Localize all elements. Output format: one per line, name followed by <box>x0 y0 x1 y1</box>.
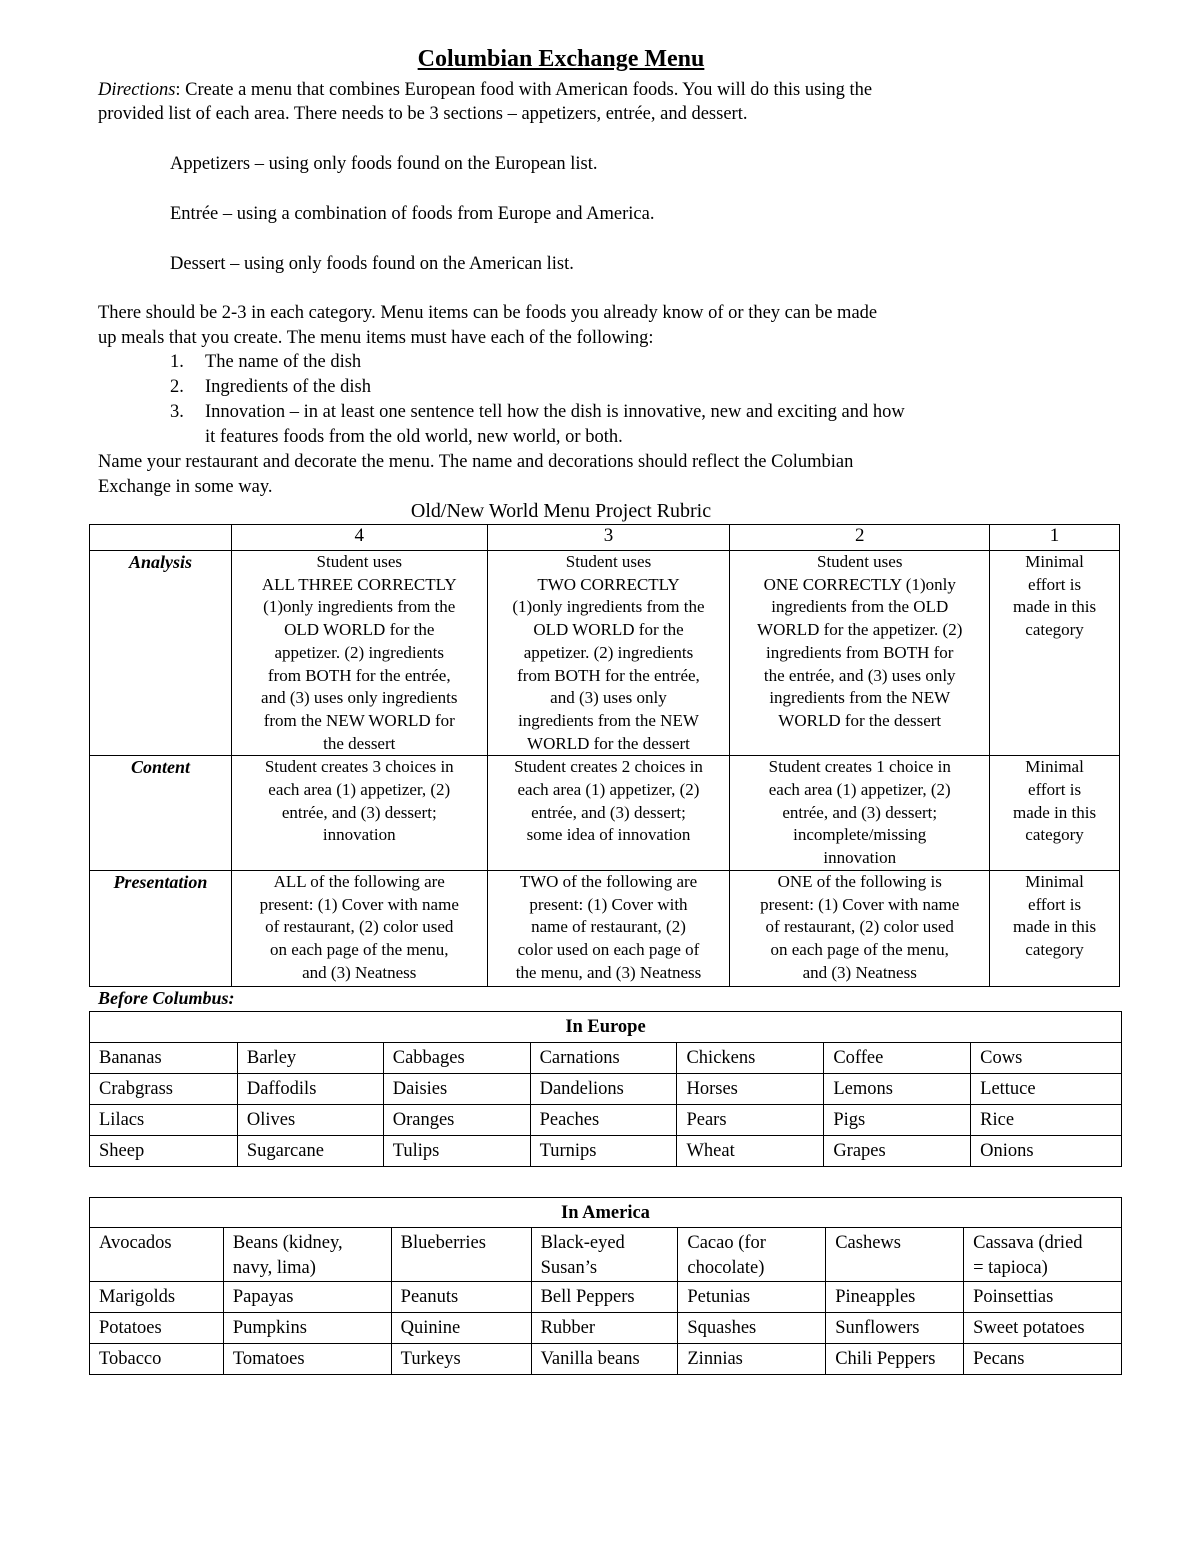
cell-line: Student creates 1 choice in <box>768 757 951 777</box>
table-cell: Papayas <box>223 1282 391 1313</box>
cell-line: entrée, and (3) dessert; <box>281 802 437 822</box>
table-cell: Peaches <box>530 1105 677 1136</box>
page-title: Columbian Exchange Menu <box>417 46 705 72</box>
rubric-cell <box>487 551 730 756</box>
cell-line: TWO of the following are <box>519 871 698 891</box>
cell-line: OLD WORLD for the <box>533 620 684 640</box>
directions-label: Directions <box>98 80 176 100</box>
cell-line: innovation <box>823 848 897 868</box>
table-cell: Rubber <box>531 1313 678 1344</box>
cell-line: ONE of the following is <box>777 871 942 891</box>
section-appetizers: Appetizers – using only foods found on the European list. <box>170 154 598 174</box>
cell-line: on each page of the menu, <box>270 939 449 959</box>
table-cell: Tulips <box>383 1136 530 1167</box>
requirements-line-1: There should be 2-3 in each category. Menu items can be foods you already know of or they can be made <box>98 303 878 323</box>
table-cell <box>531 1228 678 1282</box>
rubric-row-analysis <box>90 551 1120 756</box>
table-row <box>90 1344 1122 1375</box>
cell-line: some idea of innovation <box>526 825 691 845</box>
list-item: Ingredients of the dish <box>205 377 371 397</box>
table-cell <box>678 1228 826 1282</box>
cell-line: ONE CORRECTLY (1)only <box>763 574 956 594</box>
cell-line: Minimal <box>1025 757 1084 777</box>
cell-line: Black-eyed <box>540 1233 625 1253</box>
rubric-cell <box>990 551 1120 756</box>
cell-line: of restaurant, (2) color used <box>765 917 954 937</box>
cell-line: Cashews <box>835 1233 901 1253</box>
table-cell: Crabgrass <box>90 1074 238 1105</box>
table-cell: Coffee <box>824 1043 971 1074</box>
cell-line: Student uses <box>816 552 903 571</box>
list-item: The name of the dish <box>205 352 362 372</box>
cell-line: Student uses <box>565 552 652 571</box>
cell-line: Student creates 2 choices in <box>514 757 703 777</box>
cell-line: category <box>1025 825 1084 845</box>
list-number: 3. <box>170 402 184 422</box>
cell-line: and (3) Neatness <box>802 962 917 982</box>
rubric-row-presentation <box>90 870 1120 986</box>
cell-line: and (3) uses only <box>550 688 667 708</box>
table-cell: Lilacs <box>90 1105 238 1136</box>
score-header: 2 <box>730 525 990 551</box>
cell-line: innovation <box>322 825 396 845</box>
table-cell: Cows <box>971 1043 1122 1074</box>
cell-line: entrée, and (3) dessert; <box>531 802 686 822</box>
closing-line-2: Exchange in some way. <box>98 477 273 497</box>
cell-line: Cacao (for <box>687 1233 766 1253</box>
cell-line: ingredients from the NEW <box>769 688 951 708</box>
rubric-cell <box>231 756 487 871</box>
cell-line: effort is <box>1028 780 1082 800</box>
cell-line: name of restaurant, (2) <box>531 917 686 937</box>
table-row <box>90 1105 1122 1136</box>
cell-line: OLD WORLD for the <box>284 620 435 640</box>
table-cell: Quinine <box>391 1313 531 1344</box>
table-cell: Pears <box>677 1105 824 1136</box>
cell-line: appetizer. (2) ingredients <box>274 642 444 662</box>
table-cell: Rice <box>971 1105 1122 1136</box>
cell-line: ingredients from the OLD <box>771 597 949 617</box>
table-cell <box>826 1228 964 1282</box>
table-cell: Bell Peppers <box>531 1282 678 1313</box>
table-cell: Daffodils <box>237 1074 383 1105</box>
score-header: 4 <box>231 525 487 551</box>
table-row <box>90 1043 1122 1074</box>
cell-line: Beans (kidney, <box>232 1233 343 1253</box>
table-cell: Pigs <box>824 1105 971 1136</box>
cell-line: category <box>1025 620 1084 640</box>
cell-line: (1)only ingredients from the <box>263 597 456 617</box>
cell-line: (1)only ingredients from the <box>512 597 705 617</box>
table-cell: Chili Peppers <box>826 1344 964 1375</box>
section-dessert: Dessert – using only foods found on the American list. <box>170 254 574 274</box>
table-cell: Carnations <box>530 1043 677 1074</box>
cell-line: from BOTH for the entrée, <box>517 665 700 685</box>
table-cell: Horses <box>677 1074 824 1105</box>
closing-line-1: Name your restaurant and decorate the menu. The name and decorations should reflect the Columbian <box>98 452 854 472</box>
rubric-header-row <box>90 525 1120 551</box>
cell-line: made in this <box>1013 597 1097 617</box>
cell-line: of restaurant, (2) color used <box>265 917 454 937</box>
cell-line: TWO CORRECTLY <box>537 574 680 594</box>
cell-line: navy, lima) <box>232 1258 316 1278</box>
cell-line: Minimal <box>1025 871 1084 891</box>
table-cell: Oranges <box>383 1105 530 1136</box>
cell-line: present: (1) Cover with <box>529 894 688 914</box>
cell-line: ingredients from the NEW <box>518 710 699 730</box>
europe-heading-row <box>90 1012 1122 1043</box>
table-cell: Bananas <box>90 1043 238 1074</box>
cell-line: made in this <box>1013 802 1097 822</box>
cell-line: and (3) Neatness <box>302 962 417 982</box>
table-cell: Sugarcane <box>237 1136 383 1167</box>
score-header: 3 <box>487 525 730 551</box>
cell-line: WORLD for the dessert <box>527 733 690 753</box>
table-cell: Dandelions <box>530 1074 677 1105</box>
table-cell: Grapes <box>824 1136 971 1167</box>
cell-line: from the NEW WORLD for <box>263 710 455 730</box>
cell-line: chocolate) <box>687 1258 765 1278</box>
table-cell <box>223 1228 391 1282</box>
rubric-row-label: Presentation <box>90 870 232 986</box>
rubric-cell <box>730 756 990 871</box>
list-number: 1. <box>170 352 184 372</box>
table-cell: Pineapples <box>826 1282 964 1313</box>
table-cell <box>964 1228 1122 1282</box>
cell-line: the dessert <box>323 733 396 753</box>
rubric-cell <box>730 551 990 756</box>
cell-line: present: (1) Cover with name <box>259 894 459 914</box>
requirements-line-2: up meals that you create. The menu items must have each of the following: <box>98 328 654 348</box>
table-cell: Poinsettias <box>964 1282 1122 1313</box>
cell-line: each area (1) appetizer, (2) <box>268 780 451 800</box>
table-row <box>90 1074 1122 1105</box>
table-cell: Onions <box>971 1136 1122 1167</box>
table-cell: Tobacco <box>90 1344 224 1375</box>
rubric-cell <box>487 870 730 986</box>
rubric-cell <box>487 756 730 871</box>
america-heading-row <box>90 1198 1122 1228</box>
directions-line-2: provided list of each area. There needs to be 3 sections – appetizers, entrée, and dessert. <box>98 104 748 124</box>
table-cell: Sunflowers <box>826 1313 964 1344</box>
cell-line: the menu, and (3) Neatness <box>515 962 702 982</box>
cell-line: Student uses <box>316 552 402 571</box>
rubric-table <box>89 524 1120 987</box>
europe-table <box>89 1011 1122 1167</box>
cell-line: and (3) uses only ingredients <box>261 688 458 708</box>
table-cell: Pumpkins <box>223 1313 391 1344</box>
cell-line: each area (1) appetizer, (2) <box>768 780 951 800</box>
cell-line: Blueberries <box>400 1233 486 1253</box>
table-cell <box>90 1228 224 1282</box>
cell-line: category <box>1025 939 1084 959</box>
cell-line: on each page of the menu, <box>770 939 949 959</box>
table-cell: Barley <box>237 1043 383 1074</box>
table-cell: Turkeys <box>391 1344 531 1375</box>
table-cell: Olives <box>237 1105 383 1136</box>
section-entree: Entrée – using a combination of foods from Europe and America. <box>170 204 655 224</box>
cell-line: appetizer. (2) ingredients <box>523 642 694 662</box>
table-cell: Pecans <box>964 1344 1122 1375</box>
cell-line: WORLD for the appetizer. (2) <box>757 620 963 640</box>
rubric-cell <box>730 870 990 986</box>
cell-line: Avocados <box>99 1233 172 1253</box>
table-cell: Wheat <box>677 1136 824 1167</box>
cell-line: Minimal <box>1025 552 1084 571</box>
table-row <box>90 1313 1122 1344</box>
table-cell: Zinnias <box>678 1344 826 1375</box>
cell-line: Cassava (dried <box>973 1233 1083 1253</box>
before-columbus-heading: Before Columbus: <box>98 988 235 1008</box>
cell-line: effort is <box>1028 894 1082 914</box>
list-item-continuation: it features foods from the old world, new world, or both. <box>205 427 623 447</box>
table-cell: Squashes <box>678 1313 826 1344</box>
directions-line-1 <box>98 78 872 103</box>
cell-line: ingredients from BOTH for <box>766 642 954 662</box>
rubric-corner-cell <box>90 525 232 551</box>
table-cell: Petunias <box>678 1282 826 1313</box>
rubric-row-label: Content <box>90 756 232 871</box>
table-cell: Lemons <box>824 1074 971 1105</box>
table-cell: Cabbages <box>383 1043 530 1074</box>
cell-line: = tapioca) <box>973 1258 1048 1278</box>
cell-line: the entrée, and (3) uses only <box>763 665 956 685</box>
table-cell: Lettuce <box>971 1074 1122 1105</box>
cell-line: Student creates 3 choices in <box>264 757 454 777</box>
table-cell: Tomatoes <box>223 1344 391 1375</box>
table-cell: Chickens <box>677 1043 824 1074</box>
rubric-cell <box>990 870 1120 986</box>
score-header: 1 <box>990 525 1120 551</box>
table-row <box>90 1228 1122 1282</box>
america-table <box>89 1197 1122 1375</box>
list-item: Innovation – in at least one sentence tell how the dish is innovative, new and exciting and how <box>205 402 905 422</box>
cell-line: from BOTH for the entrée, <box>267 665 451 685</box>
table-cell: Vanilla beans <box>531 1344 678 1375</box>
table-cell: Peanuts <box>391 1282 531 1313</box>
cell-line: made in this <box>1013 917 1097 937</box>
rubric-cell <box>231 870 487 986</box>
cell-line: ALL of the following are <box>273 871 445 891</box>
cell-line: incomplete/missing <box>793 825 927 845</box>
table-cell: Sheep <box>90 1136 238 1167</box>
rubric-cell <box>990 756 1120 871</box>
directions-text: : Create a menu that combines European food with American foods. You will do this using the <box>175 80 873 100</box>
table-cell: Sweet potatoes <box>964 1313 1122 1344</box>
table-row <box>90 1136 1122 1167</box>
table-cell: Daisies <box>383 1074 530 1105</box>
europe-heading: In Europe <box>90 1012 1122 1043</box>
cell-line: each area (1) appetizer, (2) <box>517 780 700 800</box>
list-number: 2. <box>170 377 184 397</box>
table-cell: Marigolds <box>90 1282 224 1313</box>
cell-line: Susan’s <box>540 1258 598 1278</box>
table-row <box>90 1282 1122 1313</box>
cell-line: present: (1) Cover with name <box>760 894 960 914</box>
rubric-title: Old/New World Menu Project Rubric <box>410 500 712 522</box>
table-cell: Potatoes <box>90 1313 224 1344</box>
cell-line: ALL THREE CORRECTLY <box>261 574 457 594</box>
table-cell <box>391 1228 531 1282</box>
cell-line: WORLD for the dessert <box>778 710 942 730</box>
rubric-cell <box>231 551 487 756</box>
rubric-row-label: Analysis <box>90 551 232 756</box>
cell-line: color used on each page of <box>517 939 700 959</box>
table-cell: Turnips <box>530 1136 677 1167</box>
cell-line: effort is <box>1028 574 1082 594</box>
rubric-row-content <box>90 756 1120 871</box>
america-heading: In America <box>90 1198 1122 1228</box>
cell-line: entrée, and (3) dessert; <box>782 802 938 822</box>
